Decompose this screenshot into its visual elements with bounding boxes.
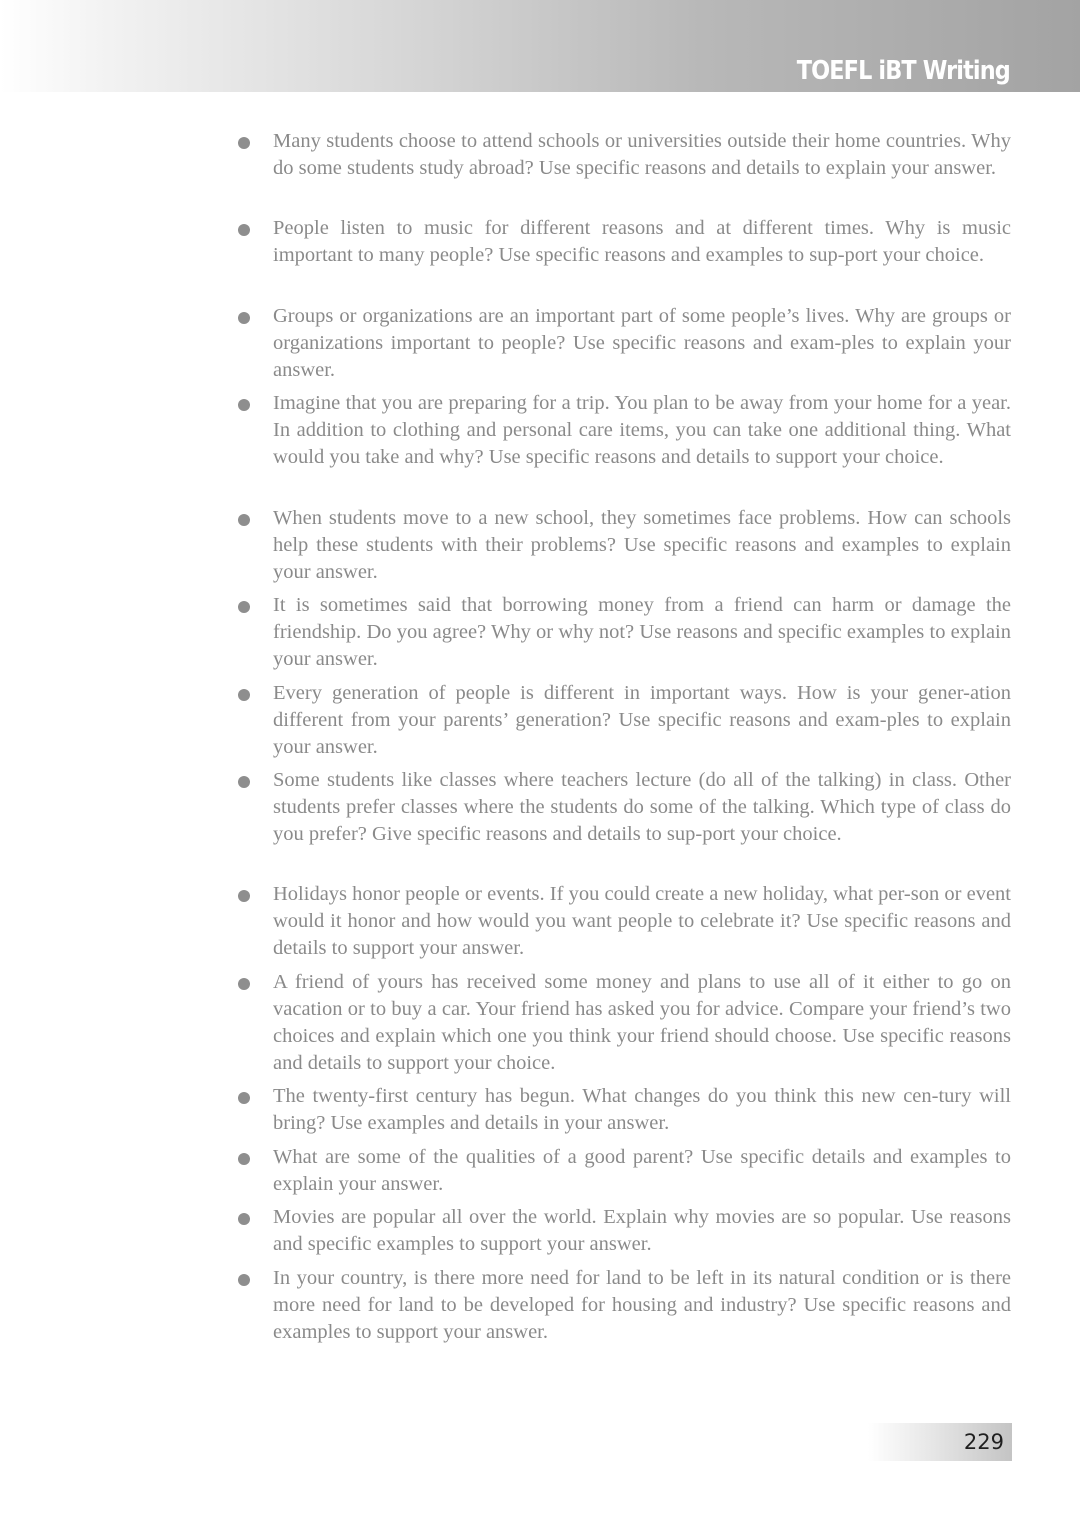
bullet-icon [238, 312, 250, 324]
bullet-icon [238, 978, 250, 990]
bullet-icon [238, 399, 250, 411]
running-header-title: TOEFL iBT Writing [796, 56, 1010, 86]
prompt-text: Every generation of people is different in important ways. How is your gener-ation different from your parents’ generation? Use specific reasons and exam-ples to explain your answer. [273, 682, 1011, 758]
prompt-text: What are some of the qualities of a good parent? Use specific details and examples to explain your answer. [273, 1146, 1011, 1195]
prompt-text: Some students like classes where teachers lecture (do all of the talking) in class. Other students prefer classes where the students do some of the talking. Which type of class do you prefer? Give specific reasons and details to sup-port your choice. [273, 769, 1011, 845]
bullet-icon [238, 1213, 250, 1225]
prompt-text: The twenty-first century has begun. What changes do you think this new cen-tury will bring? Use examples and details in your answer. [273, 1085, 1011, 1134]
bullet-icon [238, 1153, 250, 1165]
prompt-text: Imagine that you are preparing for a trip. You plan to be away from your home for a year. In addition to clothing and personal care items, you can take one additional thing. What would you take and why? Use specific reasons and details to support your choice. [273, 392, 1011, 468]
prompt-text: When students move to a new school, they sometimes face problems. How can schools help these students with their problems? Use specific reasons and examples to explain your answer. [273, 507, 1011, 583]
prompt-text: Groups or organizations are an important part of some people’s lives. Why are groups or organizations important to people? Use specific reasons and exam-ples to explain your answer. [273, 305, 1011, 381]
prompt-text: In your country, is there more need for land to be left in its natural condition or is there more need for land to be developed for housing and industry? Use specific reasons and examples to support your answer. [273, 1267, 1011, 1343]
bullet-icon [238, 1274, 250, 1286]
bullet-icon [238, 224, 250, 236]
bullet-icon [238, 137, 250, 149]
page-number: 229 [963, 1430, 1004, 1454]
bullet-icon [238, 1092, 250, 1104]
bullet-icon [238, 689, 250, 701]
page-number-tab [868, 1423, 1012, 1461]
prompt-text: Movies are popular all over the world. Explain why movies are so popular. Use reasons and specific examples to support your answer. [273, 1206, 1011, 1255]
bullet-icon [238, 890, 250, 902]
bullet-icon [238, 514, 250, 526]
bullet-icon [238, 776, 250, 788]
bullet-icon [238, 601, 250, 613]
header-band [0, 0, 1080, 92]
prompt-text: People listen to music for different reasons and at different times. Why is music important to many people? Use specific reasons and examples to sup-port your choice. [273, 217, 1011, 266]
prompt-text: It is sometimes said that borrowing money from a friend can harm or damage the friendship. Do you agree? Why or why not? Use reasons and specific examples to explain your answer. [273, 594, 1011, 670]
prompt-text: A friend of yours has received some money and plans to use all of it either to go on vacation or to buy a car. Your friend has asked you for advice. Compare your friend’s two choices and explain which one you think your friend should choose. Use specific reasons and details to support your choice. [273, 971, 1011, 1074]
prompt-text: Holidays honor people or events. If you could create a new holiday, what per-son or event would it honor and how would you want people to celebrate it? Use specific reasons and details to support your answer. [273, 883, 1011, 959]
prompt-text: Many students choose to attend schools or universities outside their home countries. Why do some students study abroad? Use specific reasons and details to explain your answer. [273, 130, 1011, 179]
